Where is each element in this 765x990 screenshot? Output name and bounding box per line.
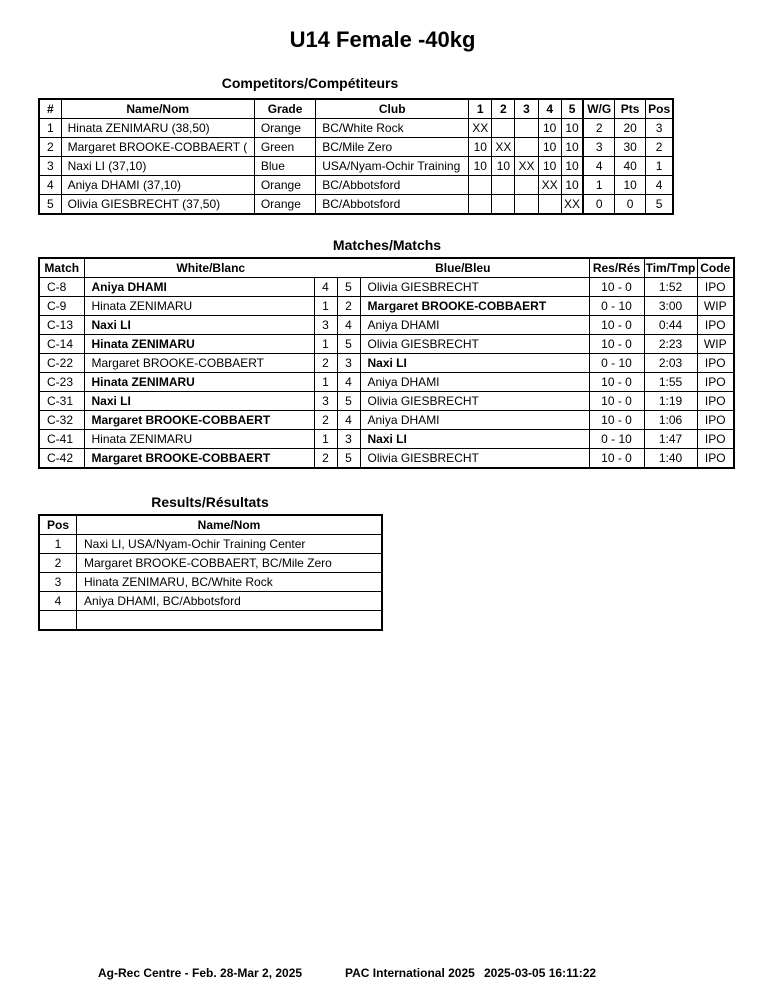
competitors-table [38,98,674,215]
result-name: Aniya DHAMI, BC/Abbotsford [77,592,382,611]
col-header-grade: Grade [254,99,315,119]
competitor-score-3: XX [515,157,538,176]
blue-number: 2 [337,297,360,316]
match-result: 10 - 0 [589,335,644,354]
col-header-score-3: 3 [515,99,538,119]
competitor-name: Olivia GIESBRECHT (37,50) [61,195,254,215]
white-competitor: Aniya DHAMI [84,278,314,297]
match-time: 1:52 [644,278,697,297]
match-id: C-13 [39,316,84,335]
competitor-position: 2 [646,138,673,157]
competitor-row [39,138,673,157]
white-competitor: Hinata ZENIMARU [84,297,314,316]
competitor-position: 3 [646,119,673,138]
match-result: 10 - 0 [589,373,644,392]
col-header-score-1: 1 [469,99,492,119]
competitor-points: 30 [615,138,646,157]
competitor-score-3 [515,195,538,215]
competitor-grade: Orange [254,176,315,195]
blue-competitor: Margaret BROOKE-COBBAERT [360,297,589,316]
competitor-number: 5 [39,195,61,215]
competitor-score-4: 10 [538,138,561,157]
competitor-score-5: 10 [561,157,583,176]
competitor-score-3 [515,176,538,195]
match-time: 2:03 [644,354,697,373]
match-time: 3:00 [644,297,697,316]
col-header-code: Code [697,258,734,278]
competitor-score-5: 10 [561,176,583,195]
col-header-number: # [39,99,61,119]
match-result: 10 - 0 [589,411,644,430]
competitor-name: Naxi LI (37,10) [61,157,254,176]
white-competitor: Naxi LI [84,392,314,411]
blue-number: 4 [337,316,360,335]
blue-competitor: Naxi LI [360,354,589,373]
match-id: C-23 [39,373,84,392]
match-row [39,316,734,335]
blue-competitor: Olivia GIESBRECHT [360,278,589,297]
footer-venue: Ag-Rec Centre - Feb. 28-Mar 2, 2025 [98,966,303,980]
match-result: 0 - 10 [589,297,644,316]
competitor-points: 0 [615,195,646,215]
match-id: C-8 [39,278,84,297]
competitor-grade: Orange [254,195,315,215]
competitor-score-1: XX [469,119,492,138]
match-id: C-31 [39,392,84,411]
result-row [39,611,382,631]
match-time: 0:44 [644,316,697,335]
competitor-position: 5 [646,195,673,215]
white-competitor: Naxi LI [84,316,314,335]
white-competitor: Hinata ZENIMARU [84,430,314,449]
white-number: 4 [314,278,337,297]
competitor-score-5: XX [561,195,583,215]
competitor-position: 1 [646,157,673,176]
match-row [39,354,734,373]
col-header-result: Res/Rés [589,258,644,278]
results-header-row [39,515,382,535]
match-row [39,392,734,411]
match-code: IPO [697,392,734,411]
result-name [77,611,382,631]
match-row [39,430,734,449]
result-row [39,554,382,573]
blue-number: 5 [337,278,360,297]
match-id: C-42 [39,449,84,469]
competitor-number: 4 [39,176,61,195]
white-number: 1 [314,297,337,316]
competitor-grade: Green [254,138,315,157]
competitor-row [39,195,673,215]
competitor-number: 2 [39,138,61,157]
col-header-pos: Pos [646,99,673,119]
competitor-number: 3 [39,157,61,176]
competitor-row [39,119,673,138]
competitor-club: BC/Abbotsford [316,176,469,195]
match-code: IPO [697,278,734,297]
competitor-row [39,157,673,176]
col-header-score-5: 5 [561,99,583,119]
competitor-points: 40 [615,157,646,176]
col-header-result-pos: Pos [39,515,77,535]
match-time: 1:40 [644,449,697,469]
footer-time: 16:11:22 [548,966,597,980]
match-code: IPO [697,430,734,449]
result-position: 3 [39,573,77,592]
col-header-match: Match [39,258,84,278]
match-result: 10 - 0 [589,316,644,335]
competitor-wins: 2 [583,119,614,138]
match-row [39,335,734,354]
white-number: 3 [314,392,337,411]
match-row [39,297,734,316]
white-competitor: Margaret BROOKE-COBBAERT [84,354,314,373]
competitor-club: BC/Mile Zero [316,138,469,157]
match-id: C-9 [39,297,84,316]
result-row [39,592,382,611]
competitor-score-1: 10 [469,157,492,176]
white-competitor: Margaret BROOKE-COBBAERT [84,411,314,430]
col-header-wg: W/G [583,99,614,119]
matches-heading: Matches/Matchs [332,237,442,253]
competitor-club: BC/Abbotsford [316,195,469,215]
competitor-score-3 [515,138,538,157]
competitor-score-2: 10 [492,157,515,176]
competitor-score-5: 10 [561,119,583,138]
white-number: 1 [314,373,337,392]
competitor-grade: Orange [254,119,315,138]
matches-table [38,257,735,469]
blue-number: 5 [337,449,360,469]
white-number: 3 [314,316,337,335]
competitor-score-5: 10 [561,138,583,157]
col-header-blue: Blue/Bleu [337,258,589,278]
matches-header-row [39,258,734,278]
footer-date: 2025-03-05 [484,966,546,980]
white-number: 1 [314,430,337,449]
competitor-number: 1 [39,119,61,138]
match-id: C-41 [39,430,84,449]
blue-number: 5 [337,392,360,411]
white-number: 2 [314,449,337,469]
blue-number: 5 [337,335,360,354]
match-code: IPO [697,316,734,335]
match-time: 1:47 [644,430,697,449]
footer-timestamp [484,966,596,980]
competitor-grade: Blue [254,157,315,176]
competitor-score-3 [515,119,538,138]
col-header-result-name: Name/Nom [77,515,382,535]
col-header-name: Name/Nom [61,99,254,119]
white-competitor: Margaret BROOKE-COBBAERT [84,449,314,469]
col-header-pts: Pts [615,99,646,119]
competitor-name: Margaret BROOKE-COBBAERT ( [61,138,254,157]
competitor-score-1: 10 [469,138,492,157]
blue-competitor: Olivia GIESBRECHT [360,335,589,354]
competitor-score-1 [469,195,492,215]
match-time: 1:06 [644,411,697,430]
result-position: 1 [39,535,77,554]
competitor-wins: 0 [583,195,614,215]
competitor-wins: 4 [583,157,614,176]
match-result: 10 - 0 [589,449,644,469]
white-competitor: Hinata ZENIMARU [84,335,314,354]
competitor-score-4: 10 [538,157,561,176]
results-heading: Results/Résultats [151,494,269,510]
white-number: 2 [314,411,337,430]
result-position [39,611,77,631]
result-name: Hinata ZENIMARU, BC/White Rock [77,573,382,592]
match-code: IPO [697,411,734,430]
blue-competitor: Aniya DHAMI [360,411,589,430]
result-row [39,573,382,592]
result-position: 4 [39,592,77,611]
white-number: 1 [314,335,337,354]
competitor-score-2: XX [492,138,515,157]
result-name: Naxi LI, USA/Nyam-Ochir Training Center [77,535,382,554]
white-competitor: Hinata ZENIMARU [84,373,314,392]
blue-number: 3 [337,430,360,449]
competitor-points: 20 [615,119,646,138]
match-result: 0 - 10 [589,430,644,449]
competitors-heading: Competitors/Compétiteurs [221,75,399,91]
col-header-score-2: 2 [492,99,515,119]
match-code: WIP [697,297,734,316]
blue-competitor: Naxi LI [360,430,589,449]
match-row [39,449,734,469]
competitor-name: Hinata ZENIMARU (38,50) [61,119,254,138]
match-code: IPO [697,449,734,469]
competitor-score-4: XX [538,176,561,195]
match-code: IPO [697,373,734,392]
col-header-score-4: 4 [538,99,561,119]
blue-number: 3 [337,354,360,373]
competitor-score-1 [469,176,492,195]
match-row [39,411,734,430]
competitor-score-2 [492,195,515,215]
competitor-club: BC/White Rock [316,119,469,138]
blue-number: 4 [337,411,360,430]
white-number: 2 [314,354,337,373]
match-time: 2:23 [644,335,697,354]
competitor-score-2 [492,119,515,138]
competitor-score-4 [538,195,561,215]
footer-event: PAC International 2025 [345,966,475,980]
result-position: 2 [39,554,77,573]
match-result: 10 - 0 [589,392,644,411]
col-header-time: Tim/Tmp [644,258,697,278]
match-code: IPO [697,354,734,373]
blue-number: 4 [337,373,360,392]
competitor-name: Aniya DHAMI (37,10) [61,176,254,195]
result-row [39,535,382,554]
competitor-wins: 3 [583,138,614,157]
match-code: WIP [697,335,734,354]
match-id: C-22 [39,354,84,373]
blue-competitor: Olivia GIESBRECHT [360,392,589,411]
competitor-score-4: 10 [538,119,561,138]
competitors-header-row [39,99,673,119]
match-id: C-32 [39,411,84,430]
match-row [39,278,734,297]
match-result: 10 - 0 [589,278,644,297]
blue-competitor: Aniya DHAMI [360,373,589,392]
col-header-club: Club [316,99,469,119]
match-result: 0 - 10 [589,354,644,373]
blue-competitor: Olivia GIESBRECHT [360,449,589,469]
competitor-position: 4 [646,176,673,195]
match-time: 1:19 [644,392,697,411]
col-header-white: White/Blanc [84,258,337,278]
competitor-wins: 1 [583,176,614,195]
match-row [39,373,734,392]
match-id: C-14 [39,335,84,354]
competitor-score-2 [492,176,515,195]
competitor-club: USA/Nyam-Ochir Training [316,157,469,176]
blue-competitor: Aniya DHAMI [360,316,589,335]
competitor-points: 10 [615,176,646,195]
page-title: U14 Female -40kg [289,27,476,52]
results-table [38,514,383,631]
match-time: 1:55 [644,373,697,392]
result-name: Margaret BROOKE-COBBAERT, BC/Mile Zero [77,554,382,573]
competitor-row [39,176,673,195]
